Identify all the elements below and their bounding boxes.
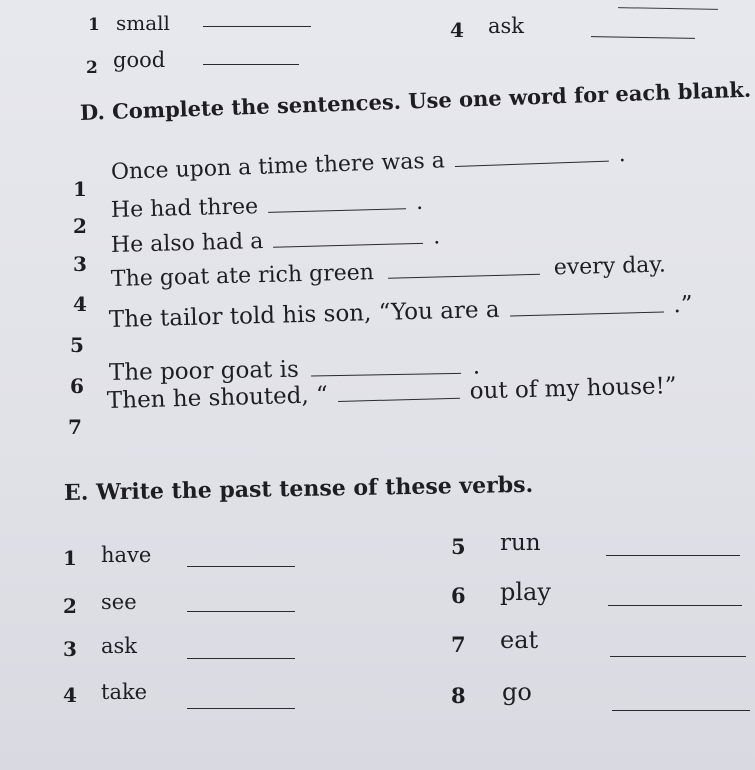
sentence-before: The goat ate rich green [110, 260, 375, 292]
sentence-before: He also had a [110, 229, 264, 258]
sentence-before: Once upon a time there was a [110, 148, 446, 185]
answer-blank [203, 64, 299, 65]
sentence-before: Then he shouted, “ [106, 382, 329, 414]
verb-number: 2 [63, 594, 77, 618]
section-e-heading: E. Write the past tense of these verbs. [63, 471, 534, 506]
sentence-number: 4 [73, 292, 87, 316]
sentence-after: out of my house!” [469, 373, 677, 405]
answer-blank [606, 555, 740, 556]
top-item-word: good [113, 48, 166, 72]
section-d-heading: D. Complete the sentences. Use one word for each blank. [79, 76, 752, 125]
sentence-text [111, 142, 627, 185]
answer-blank [268, 190, 406, 213]
verb-word: play [500, 578, 551, 606]
verb-number: 5 [451, 534, 466, 559]
sentence-text [111, 190, 424, 223]
sentence-number: 5 [70, 333, 84, 357]
top-item-number: 4 [450, 18, 464, 42]
answer-blank [187, 708, 295, 709]
answer-blank [509, 293, 663, 316]
answer-blank [203, 26, 311, 27]
sentence-text [111, 252, 667, 292]
top-edge-line [618, 7, 718, 10]
verb-word: ask [101, 634, 138, 658]
verb-number: 4 [63, 683, 77, 707]
sentence-before: The poor goat is [108, 356, 299, 386]
verb-word: see [101, 590, 137, 614]
sentence-after: . [432, 224, 441, 250]
answer-blank [388, 256, 540, 279]
verb-number: 1 [63, 546, 77, 570]
sentence-number: 7 [68, 415, 82, 439]
answer-blank [187, 658, 295, 659]
sentence-after: every day. [553, 252, 667, 281]
sentence-number: 2 [73, 214, 87, 238]
verb-number: 3 [63, 637, 77, 661]
verb-word: eat [500, 626, 539, 654]
sentence-number: 1 [73, 177, 87, 201]
sentence-text [111, 224, 441, 258]
sentence-after: . [472, 353, 481, 380]
top-item-number: 2 [86, 58, 98, 78]
sentence-before: He had three [110, 194, 259, 223]
answer-blank [187, 611, 295, 612]
sentence-text [109, 292, 693, 333]
verb-word: have [101, 543, 152, 567]
sentence-before: The tailor told his son, “You are a [108, 296, 500, 333]
answer-blank [612, 710, 750, 711]
top-item-word: ask [488, 14, 525, 38]
sentence-after: .” [673, 291, 693, 319]
answer-blank [273, 225, 423, 248]
answer-blank [591, 36, 695, 39]
answer-blank [454, 143, 609, 167]
verb-number: 6 [451, 583, 466, 608]
verb-word: run [500, 530, 541, 556]
answer-blank [610, 656, 746, 657]
answer-blank [608, 605, 742, 606]
answer-blank [311, 355, 461, 377]
sentence-number: 6 [70, 374, 84, 398]
answer-blank [337, 380, 459, 402]
top-item-word: small [116, 11, 170, 35]
verb-number: 7 [451, 632, 466, 657]
sentence-number: 3 [73, 252, 87, 276]
sentence-after: . [618, 142, 627, 168]
answer-blank [187, 566, 295, 567]
verb-word: take [101, 680, 148, 704]
top-item-number: 1 [88, 15, 100, 35]
verb-number: 8 [451, 683, 466, 708]
sentence-after: . [415, 189, 424, 216]
verb-word: go [502, 678, 532, 706]
